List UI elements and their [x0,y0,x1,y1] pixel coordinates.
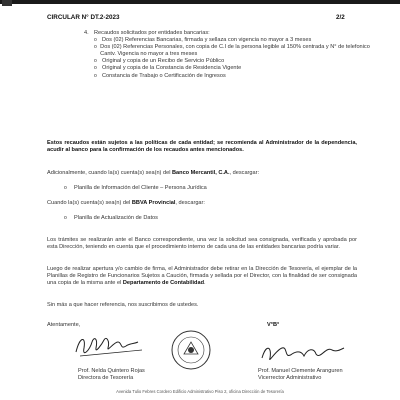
signature-1-icon [70,330,150,366]
bullet-icon: o [94,44,97,51]
list-item-text: Original y copia de un Recibo de Servicio Público [102,58,225,65]
bullet-icon: o [94,65,97,72]
bbva-post: , descargar: [175,200,205,206]
atentamente: Atentamente, [47,322,81,328]
list-item-text: Dos (02) Referencias Bancarias, firmada y sellaza con vigencia no mayor a 3 meses [102,37,312,44]
bullet-icon: o [94,37,97,44]
official-seal-icon [170,328,212,372]
bbva-bank: BBVA Provincial [131,200,176,206]
mercantil-form-text: Planilla de Información del Cliente – Persona Jurídica [74,185,207,191]
signer-1-title: Directora de Tesorería [78,375,134,382]
apertura-paragraph [47,266,357,287]
mercantil-post: , descargar: [229,170,260,176]
signature-2-icon [258,338,348,368]
page-footer: Avenida Tulio Febres Cordero Edificio Administrativo Piso 2, oficina Dirección de Tesorería [116,389,284,394]
list-item [94,44,384,58]
recommendation-note: Estos recaudos están sujetos a las políticas de cada entidad; se recomienda al Administrador de la dependencia, acudir al banco para la confirmación de los recaudos antes mencionados. [47,140,357,154]
list-item [94,58,384,65]
bullet-icon: o [64,185,67,191]
bbva-paragraph [47,200,357,207]
signer-2-title: Vicerrector Administrativo [258,375,322,382]
list-item [94,73,384,80]
page-number: 2/2 [336,14,345,21]
logo-icon [2,0,12,6]
list-number: 4. [84,30,89,36]
mercantil-pre: Adicionalmente, cuando la(s) cuenta(s) sea(n) del [47,170,172,176]
bullet-icon: o [94,58,97,65]
bbva-pre: Cuando la(s) cuenta(s) sea(n) del [47,200,132,206]
letterhead-bar [0,0,400,4]
circular-number: CIRCULAR N° DT.2-2023 [47,14,120,21]
visto-bueno-label: V°B° [267,322,280,328]
apertura-dept: Departamento de Contabilidad [122,280,204,287]
bullet-icon: o [94,72,97,79]
signer-1-block [78,368,145,382]
requirements-lead-text: Recaudos solicitados por entidades bancarias: [94,30,210,36]
list-item-text: Original y copia de la Constancia de Residencia Vigente [102,65,242,72]
bbva-form-item [64,215,158,221]
list-item-text: Constancia de Trabajo o Certificación de Ingresos [102,72,226,79]
mercantil-paragraph [47,170,357,177]
apertura-end: . [204,280,206,287]
bullet-icon: o [64,215,67,221]
tramites-paragraph: Los trámites se realizarán ante el Banco correspondiente, una vez la solicitud sea consignada, verificada y aprobada por esta Dirección, teniendo en cuenta que el procedimiento interno de cada una de las entidades bancarias podría variar. [47,237,357,251]
signer-2-block [258,368,343,382]
requirements-list [84,30,384,80]
list-item-text: Dos (02) Referencias Personales, con copia de C.I de la persona legible al 150% centrada y N° de telefonico Cantv. Vigencia no mayor a tres meses [100,44,370,58]
signer-2-name: Prof. Manuel Clemente Aranguren [258,368,343,374]
requirements-lead [84,30,384,37]
mercantil-form-item [64,185,207,191]
apertura-text: Luego de realizar apertura y/o cambio de firma, el Administrador debe retirar en la Dirección de Tesorería, el ejemplar de la Planillas de Registro de Funcionarios Sujetos a Caución, firmada y sellada por el Director, con la finalidad de ser consignada una copia de la misma ante el [47,266,357,287]
closing-line: Sin más a que hacer referencia, nos suscribimos de ustedes. [47,302,199,308]
list-item [94,37,384,44]
list-item [94,65,384,72]
bbva-form-text: Planilla de Actualización de Datos [74,215,158,221]
mercantil-bank: Banco Mercantil, C.A. [172,170,230,176]
signer-1-name: Prof. Nelda Quintero Rojas [78,368,145,374]
